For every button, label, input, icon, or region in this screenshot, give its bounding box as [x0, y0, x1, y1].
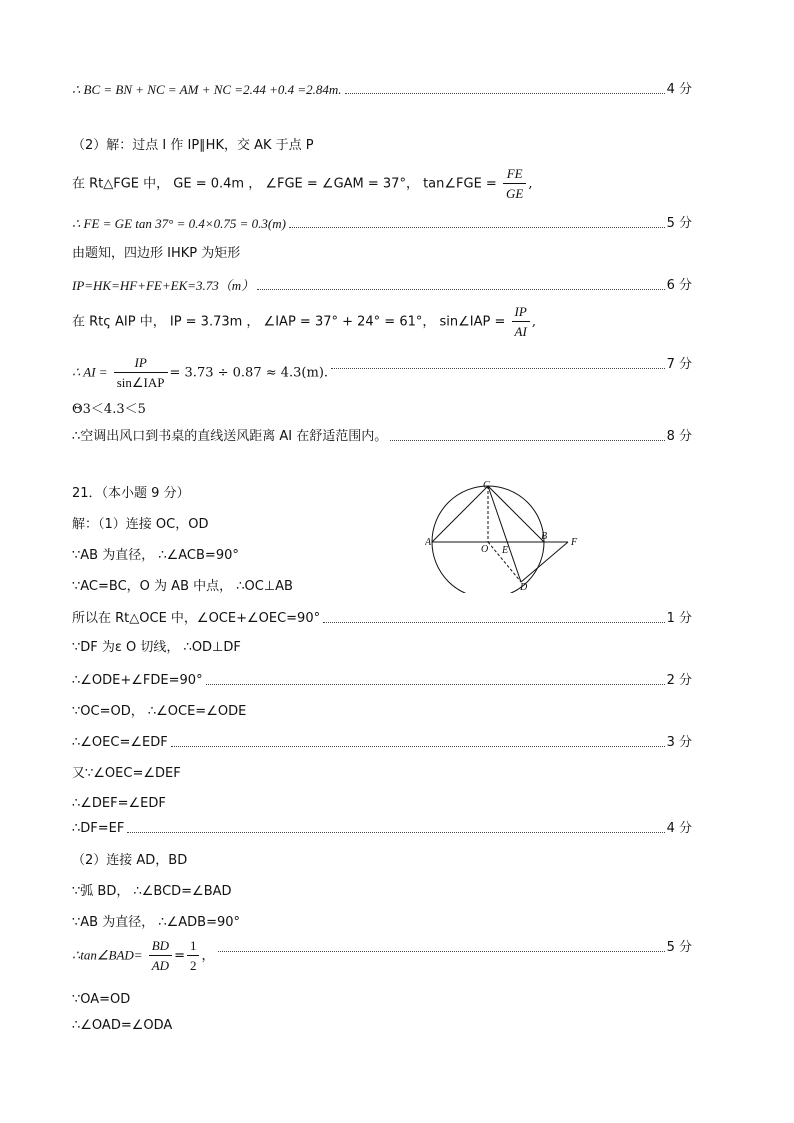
- problem-21-heading: 21．（本小题 9 分）: [72, 486, 190, 501]
- equation-text: 在 Rt△FGE 中， GE = 0.4m ， ∠FGE = ∠GAM = 37°， tan∠FGE =: [72, 176, 497, 192]
- segment-ac: [432, 486, 488, 542]
- equation-text: ∴ AI =: [72, 364, 108, 380]
- solution-line-15: [72, 611, 692, 627]
- leader-dots: [257, 288, 664, 290]
- punctuation: ,: [531, 314, 536, 330]
- equation-group: [72, 938, 215, 974]
- solution-line-9: Θ3＜4.3＜5: [72, 402, 146, 417]
- equation-text: 所以在 Rt△OCE 中，∠OCE+∠OEC=90°: [72, 611, 321, 626]
- solution-line-19: [72, 735, 692, 751]
- solution-line-24: ∵弧 BD， ∴∠BCD=∠BAD: [72, 884, 232, 899]
- leader-dots: [345, 92, 665, 94]
- equation-text: ∴DF=EF: [72, 821, 125, 836]
- leader-dots: [289, 226, 665, 228]
- equation-text: = 3.73 ÷ 0.87 ≈ 4.3(m).: [169, 365, 329, 381]
- score-mark: 6 分: [666, 278, 692, 293]
- solution-line-26: [72, 938, 692, 974]
- solution-line-1: [72, 82, 692, 98]
- numerator: BD: [149, 938, 172, 956]
- part-2-heading-21: （2）连接 AD，BD: [72, 853, 188, 868]
- solution-line-16: ∵DF 为ε O 切线， ∴OD⊥DF: [72, 640, 241, 655]
- segment-cd: [488, 486, 521, 582]
- denominator: GE: [505, 186, 524, 201]
- solution-line-17: [72, 673, 692, 689]
- label-d: D: [520, 582, 528, 593]
- solution-line-14: ∵AC=BC，O 为 AB 中点， ∴OC⊥AB: [72, 579, 293, 594]
- punctuation: ，: [201, 948, 215, 964]
- solution-line-5: 由题知，四边形 IHKP 为矩形: [72, 246, 241, 261]
- leader-dots: [390, 439, 664, 441]
- equation-text: ∴ BC = BN + NC = AM + NC =2.44 +0.4 =2.84m.: [72, 82, 342, 97]
- numerator: IP: [512, 304, 530, 322]
- leader-dots: [127, 831, 664, 833]
- solution-line-10: [72, 429, 692, 445]
- segment-bc: [488, 486, 544, 542]
- solution-line-4: [72, 216, 692, 232]
- part-2-heading: （2）解：过点 I 作 IP∥HK，交 AK 于点 P: [72, 138, 314, 153]
- score-mark: 8 分: [666, 429, 692, 444]
- solution-line-27: ∵OA=OD: [72, 992, 131, 1007]
- solution-line-12: 解：（1）连接 OC，OD: [72, 517, 209, 532]
- fraction: [503, 166, 526, 202]
- score-mark: 5 分: [666, 216, 692, 231]
- fraction: [149, 938, 172, 974]
- solution-line-18: ∵OC=OD， ∴∠OCE=∠ODE: [72, 704, 247, 719]
- solution-line-28: ∴∠OAD=∠ODA: [72, 1018, 173, 1033]
- denominator: 2: [189, 958, 197, 973]
- equation-text: ∴tan∠BAD=: [72, 947, 143, 963]
- label-c: C: [483, 480, 490, 491]
- score-mark: 3 分: [666, 735, 692, 750]
- equation-text: IP=HK=HF+FE+EK=3.73（m）: [72, 278, 255, 293]
- solution-line-21: ∴∠DEF=∠EDF: [72, 796, 166, 811]
- equation-text: ∴ FE = GE tan 37° = 0.4×0.75 = 0.3(m): [72, 216, 286, 231]
- score-mark: 2 分: [666, 673, 692, 688]
- equation-text: ∴∠ODE+∠FDE=90°: [72, 673, 203, 688]
- solution-line-7: [72, 304, 536, 340]
- score-mark: 4 分: [666, 82, 692, 97]
- leader-dots: [323, 621, 664, 623]
- equation-group: [72, 355, 328, 391]
- solution-line-3: [72, 166, 532, 202]
- solution-line-25: ∵AB 为直径， ∴∠ADB=90°: [72, 915, 241, 930]
- leader-dots: [206, 683, 665, 685]
- denominator: AD: [151, 958, 170, 973]
- label-e: E: [502, 545, 509, 556]
- score-mark: 5 分: [666, 940, 692, 955]
- denominator: sin∠IAP: [116, 375, 165, 390]
- punctuation: ,: [528, 176, 533, 192]
- score-mark: 4 分: [666, 821, 692, 836]
- label-f: F: [571, 537, 578, 548]
- equation-text: ∴∠OEC=∠EDF: [72, 735, 168, 750]
- leader-dots: [171, 745, 665, 747]
- label-a: A: [425, 537, 432, 548]
- segment-df: [521, 542, 568, 582]
- solution-line-22: [72, 821, 692, 837]
- solution-line-8: [72, 355, 692, 391]
- label-b: B: [541, 531, 548, 542]
- numerator: IP: [114, 355, 168, 373]
- denominator: AI: [514, 324, 527, 339]
- score-mark: 7 分: [666, 357, 692, 372]
- score-mark: 1 分: [666, 611, 692, 626]
- solution-line-20: 又∵∠OEC=∠DEF: [72, 766, 181, 781]
- circle-geometry-figure: [425, 478, 585, 593]
- fraction: [512, 304, 530, 340]
- label-o: O: [481, 544, 489, 555]
- equals-sign: =: [174, 948, 185, 964]
- solution-line-6: [72, 278, 692, 294]
- solution-line-13: ∵AB 为直径， ∴∠ACB=90°: [72, 548, 239, 563]
- conclusion-text: ∴空调出风口到书桌的直线送风距离 AI 在舒适范围内。: [72, 429, 388, 444]
- leader-dots: [331, 367, 665, 369]
- fraction: [114, 355, 168, 391]
- numerator: FE: [503, 166, 526, 184]
- leader-dots: [218, 950, 665, 952]
- numerator: 1: [187, 938, 200, 956]
- equation-text: 在 Rtς AIP 中， IP = 3.73m ， ∠IAP = 37° + 24° = 61°， sin∠IAP =: [72, 314, 506, 330]
- fraction: [187, 938, 200, 974]
